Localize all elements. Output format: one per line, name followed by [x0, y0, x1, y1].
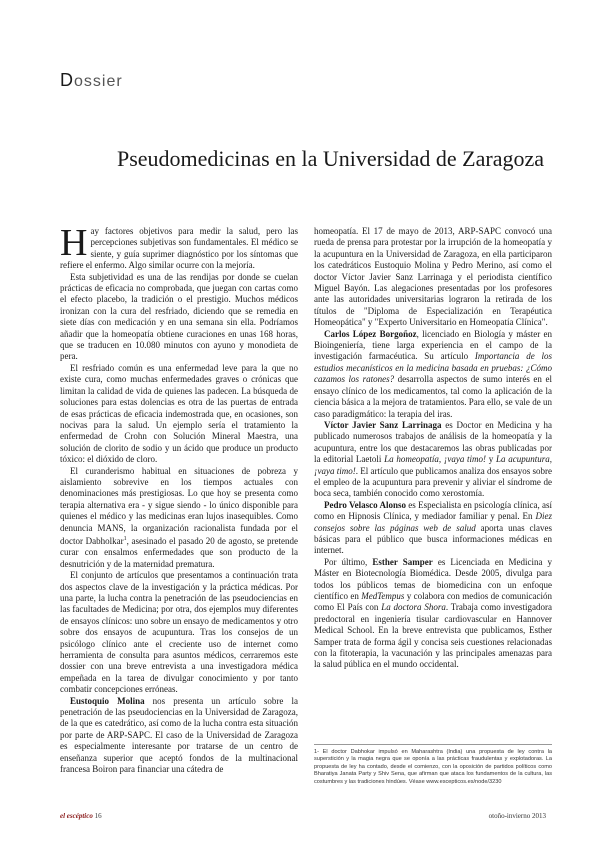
article-reference: Importancia de los estudios mecanísticos en la medicina basada en pruebas: ¿Cómo cazamos los ratones?: [314, 351, 552, 385]
paragraph: Por último, Esther Samper es Licenciada en Medicina y Máster en Biotecnología Biomédica. Desde 2005, divulga para todos los públicos temas de biomedicina con un enfoque científico en MedTempus y colabora con medios de comunicación como El País con La doctora Shora. Trabaja como investigadora predoctoral en ingeniería tisular cardiovascular en Hannover Medical School. En la breve entrevista que publicamos, Esther Samper trata de forma ágil y concisa seis cuestiones relacionadas con la fitoterapia, la vacunación y las principales amenazas para la salud pública en el mundo occidental.: [314, 556, 552, 670]
article-reference: Diez consejos sobre las páginas web de salud: [314, 511, 552, 533]
issue-date: otoño-invierno 2013: [488, 812, 546, 820]
paragraph: Hay factores objetivos para medir la salud, pero las percepciones subjetivas son fundamentales. El médico se siente, y guía suprimer diagnóstico por los síntomas que refiere el enfermo. Algo similar ocurre con la mejoría.: [60, 222, 298, 271]
book-title: La acupuntura, ¡vaya timo!: [314, 454, 552, 476]
author-name: Pedro Velasco Alonso: [324, 499, 406, 510]
paragraph: homeopatía. El 17 de mayo de 2013, ARP-SAPC convocó una rueda de prensa para protestar por la irrupción de la homeopatía y la acupuntura en la Universidad de Zaragoza, en ella participaron los catedráticos Eustoquio Molina y Pedro Merino, así como el doctor Víctor Javier Sanz Larrinaga y el periodista científico Miguel Bayón. Las alegaciones presentadas por los profesores ante las autoridades universitarias lograron la retirada de los títulos de "Diploma de Especialización en Terapéutica Homeopática" y "Experto Universitario en Homeopatía Clínica".: [314, 226, 552, 328]
paragraph: El conjunto de artículos que presentamos a continuación trata dos aspectos clave de la investigación y la práctica médicas. Por una parte, la lucha contra la penetración de las pseudociencias en las facultades de Medicina; por otra, dos ejemplos muy diferentes de ensayos clínicos: uno sobre un ensayo de medicamentos y otro sobre dos ensayos de acupuntura. Tras los consejos de un psicólogo clínico ante el creciente uso de internet como herramienta de consulta para asuntos médicos, cerraremos este dossier con una breve entrevista a una investigadora médica empeñada en la tarea de divulgar conocimiento y por tanto combatir concepciones erróneas.: [60, 570, 298, 695]
author-name: Eustoquio Molina: [70, 695, 145, 706]
article-title: Pseudomedicinas en la Universidad de Zaragoza: [116, 146, 544, 171]
author-name: Esther Samper: [372, 556, 433, 567]
paragraph: Pedro Velasco Alonso es Especialista en psicología clínica, así como en Hipnosis Clínica, y mediador familiar y penal. En Diez consejos sobre las páginas web de salud aporta unas claves básicas para el público que busca informaciones médicas en internet.: [314, 499, 553, 556]
paragraph: Eustoquio Molina nos presenta un artículo sobre la penetración de las pseudociencias en la Universidad de Zaragoza, de la que es catedrático, así como de la lucha contra esta situación por parte de ARP-SAPC. El caso de la Universidad de Zaragoza es especialmente interesante por tratarse de un centro de enseñanza superior que aceptó fondos de la multinacional francesa Boiron para financiar una cátedra de: [60, 695, 298, 775]
page-number: 16: [94, 812, 102, 820]
magazine-logo: el escéptico: [60, 812, 93, 820]
footnote: 1- El doctor Dabhokar impulsó en Maharashtra (India) una propuesta de ley contra la superstición y la magia negra que se oponía a las prácticas fraudulentas y explotadoras. La propuesta de ley ha contado, desde el comienzo, con la oposición de partidos políticos como Bharatiya Janata Party y Shiv Sena, que afirman que ataca los fundamentos de la cultura, las costumbres y las tradiciones hindúes. Véase www.escepticos.es/node/3230: [314, 744, 552, 786]
section-label-initial: D: [60, 70, 74, 90]
paragraph: Esta subjetividad es una de las rendijas por donde se cuelan prácticas de eficacia no comprobada, que juegan con cartas como el efecto placebo, la tradición o el prestigio. Muchos médicos ironizan con la cura del resfriado, diciendo que se remedia en siete días con medicación y en una semana sin ella. Podríamos añadir que la homeopatía obtiene curaciones en unas 168 horas, que se traducen en 10.080 minutos con ayuno y monodieta de pera.: [60, 271, 298, 362]
footnote-marker: 1: [123, 535, 127, 542]
book-title: La homeopatía, ¡vaya timo!: [384, 454, 487, 465]
left-column: [60, 222, 299, 776]
author-name: Víctor Javier Sanz Larrinaga: [324, 419, 442, 430]
paragraph: El curanderismo habitual en situaciones de pobreza y aislamiento sobrevive en los tiempos actuales con denominaciones más prestigiosas. Lo que hoy se presenta como terapia alternativa era - y sigue siendo - lo único disponible para quienes el médico y las medicinas eran lujos inasequibles. Como denuncia MANS, la organización racionalista fundada por el doctor Dabholkar$^1$, asesinado el pasado 20 de agosto, se pretende curar con ensalmos enfermedades que son producto de la desnutrición y de la maternidad prematura.: [60, 465, 299, 569]
media-title: MedTempus: [361, 591, 405, 601]
section-label-rest: ossier: [74, 73, 123, 90]
footer-left: [60, 812, 102, 820]
paragraph: Víctor Javier Sanz Larrinaga es Doctor en Medicina y ha publicado numerosos trabajos de análisis de la homeopatía y la acupuntura, entre los que destacaremos las obras publicadas por la editorial Laetoli La homeopatía, ¡vaya timo! y La acupuntura, ¡vaya timo!. El artículo que publicamos analiza dos ensayos sobre el empleo de la acupuntura para prevenir y aliviar el síndrome de boca seca, también conocido como xerostomía.: [314, 419, 553, 499]
section-label: [60, 70, 123, 91]
drop-cap: H: [60, 222, 88, 264]
paragraph: El resfriado común es una enfermedad leve para la que no existe cura, como muchas enfermedades graves o crónicas que limitan la calidad de vida de quienes las padecen. La búsqueda de soluciones para estas dolencias es otra de las puertas de entrada de esas prácticas de eficacia indemostrada que, en ocasiones, son nocivas para la salud. Un ejemplo sería el tratamiento la enfermedad de Crohn con Solución Mineral Maestra, una solución de clorito de sodio y un ácido que produce un producto tóxico: el dióxido de cloro.: [60, 362, 298, 465]
media-title: La doctora Shora: [381, 602, 446, 613]
right-column: [314, 226, 552, 671]
author-name: Carlos López Borgoñoz: [324, 328, 417, 339]
paragraph: Carlos López Borgoñoz, licenciado en Biología y máster en Bioingeniería, tiene larga experiencia en el campo de la investigación farmacéutica. Su artículo Importancia de los estudios mecanísticos en la medicina basada en pruebas: ¿Cómo cazamos los ratones? desarrolla aspectos de sumo interés en el ensayo clínico de los medicamentos, tal como la aplicación de la ciencia básica a la mejora de tratamientos. Para ello, se vale de un caso paradigmático: la terapia del iras.: [314, 328, 552, 419]
